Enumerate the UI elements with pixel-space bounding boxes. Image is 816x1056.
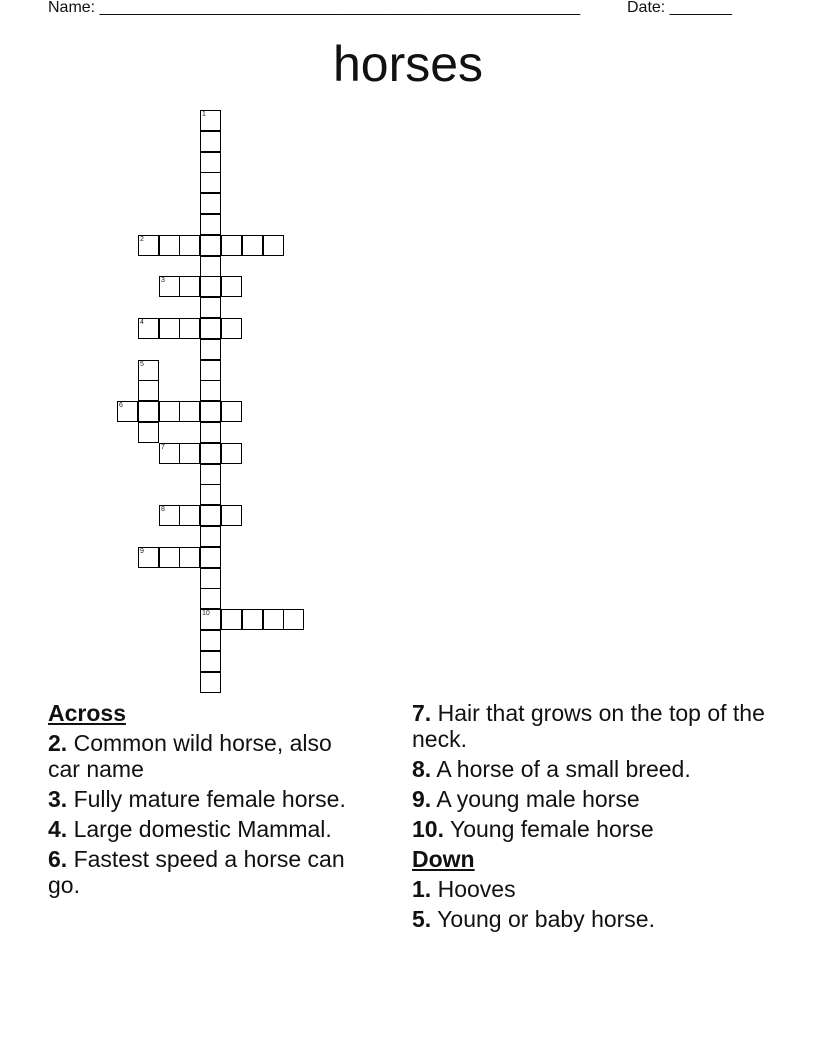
grid-cell[interactable] <box>221 401 242 422</box>
grid-cell[interactable] <box>221 235 242 256</box>
grid-cell[interactable] <box>200 172 221 193</box>
grid-cell[interactable] <box>179 547 200 568</box>
grid-cell[interactable] <box>200 214 221 235</box>
grid-cell[interactable] <box>159 443 180 464</box>
grid-cell[interactable] <box>200 380 221 401</box>
grid-cell[interactable] <box>200 131 221 152</box>
grid-cell[interactable] <box>200 339 221 360</box>
grid-cell[interactable] <box>283 609 304 630</box>
clue-number: 2 <box>140 236 144 243</box>
grid-cell[interactable] <box>159 235 180 256</box>
grid-cell[interactable] <box>200 651 221 672</box>
grid-cell[interactable] <box>117 401 138 422</box>
grid-cell[interactable] <box>200 443 221 464</box>
grid-cell[interactable] <box>179 276 200 297</box>
clue-number: 9 <box>140 548 144 555</box>
grid-cell[interactable] <box>221 505 242 526</box>
grid-cell[interactable] <box>221 443 242 464</box>
grid-cell[interactable] <box>200 297 221 318</box>
grid-cell[interactable] <box>179 235 200 256</box>
clue-number: 3 <box>161 277 165 284</box>
clue-across-6: 6. Fastest speed a horse can go. <box>48 846 345 898</box>
clue-across-4: 4. Large domestic Mammal. <box>48 816 332 842</box>
grid-cell[interactable] <box>200 401 221 422</box>
across-heading: Across <box>48 700 126 726</box>
grid-cell[interactable] <box>200 505 221 526</box>
clue-number: 7 <box>161 444 165 451</box>
grid-cell[interactable] <box>263 609 284 630</box>
clue-number: 4 <box>140 319 144 326</box>
clues-column-right <box>412 700 792 936</box>
clue-number: 8 <box>161 506 165 513</box>
grid-cell[interactable] <box>200 360 221 381</box>
grid-cell[interactable] <box>159 505 180 526</box>
grid-cell[interactable] <box>138 318 159 339</box>
grid-cell[interactable] <box>138 380 159 401</box>
grid-cell[interactable] <box>200 256 221 277</box>
grid-cell[interactable] <box>159 401 180 422</box>
grid-cell[interactable] <box>200 588 221 609</box>
grid-cell[interactable] <box>200 193 221 214</box>
grid-cell[interactable] <box>221 609 242 630</box>
grid-cell[interactable] <box>138 547 159 568</box>
clues-column-left <box>48 700 358 902</box>
clue-down-1: 1. Hooves <box>412 876 516 902</box>
grid-cell[interactable] <box>138 360 159 381</box>
grid-cell[interactable] <box>138 422 159 443</box>
grid-cell[interactable] <box>200 568 221 589</box>
grid-cell[interactable] <box>200 152 221 173</box>
grid-cell[interactable] <box>138 235 159 256</box>
grid-cell[interactable] <box>159 276 180 297</box>
clue-number: 5 <box>140 361 144 368</box>
grid-cell[interactable] <box>200 526 221 547</box>
grid-cell[interactable] <box>179 401 200 422</box>
down-heading: Down <box>412 846 475 872</box>
clue-across-3: 3. Fully mature female horse. <box>48 786 346 812</box>
clue-number: 1 <box>202 111 206 118</box>
grid-cell[interactable] <box>200 484 221 505</box>
grid-cell[interactable] <box>200 630 221 651</box>
grid-cell[interactable] <box>200 547 221 568</box>
grid-cell[interactable] <box>179 505 200 526</box>
grid-cell[interactable] <box>159 318 180 339</box>
puzzle-title: horses <box>332 36 484 92</box>
clue-across-10: 10. Young female horse <box>412 816 654 842</box>
clue-down-5: 5. Young or baby horse. <box>412 906 655 932</box>
clue-number: 6 <box>119 402 123 409</box>
grid-cell[interactable] <box>263 235 284 256</box>
clue-number: 10 <box>202 610 210 617</box>
grid-cell[interactable] <box>200 672 221 693</box>
grid-cell[interactable] <box>221 318 242 339</box>
date-field[interactable]: Date: _______ <box>627 0 732 16</box>
name-field[interactable]: Name: ______________________________________________________ <box>48 0 581 16</box>
grid-cell[interactable] <box>200 609 221 630</box>
clue-across-9: 9. A young male horse <box>412 786 640 812</box>
grid-cell[interactable] <box>179 443 200 464</box>
grid-cell[interactable] <box>200 464 221 485</box>
grid-cell[interactable] <box>200 235 221 256</box>
grid-cell[interactable] <box>200 110 221 131</box>
clue-across-7: 7. Hair that grows on the top of the neck. <box>412 700 765 752</box>
clue-across-2: 2. Common wild horse, also car name <box>48 730 332 782</box>
grid-cell[interactable] <box>200 318 221 339</box>
grid-cell[interactable] <box>200 276 221 297</box>
grid-cell[interactable] <box>138 401 159 422</box>
grid-cell[interactable] <box>159 547 180 568</box>
grid-cell[interactable] <box>221 276 242 297</box>
grid-cell[interactable] <box>179 318 200 339</box>
grid-cell[interactable] <box>242 609 263 630</box>
grid-cell[interactable] <box>200 422 221 443</box>
grid-cell[interactable] <box>242 235 263 256</box>
clue-across-8: 8. A horse of a small breed. <box>412 756 691 782</box>
